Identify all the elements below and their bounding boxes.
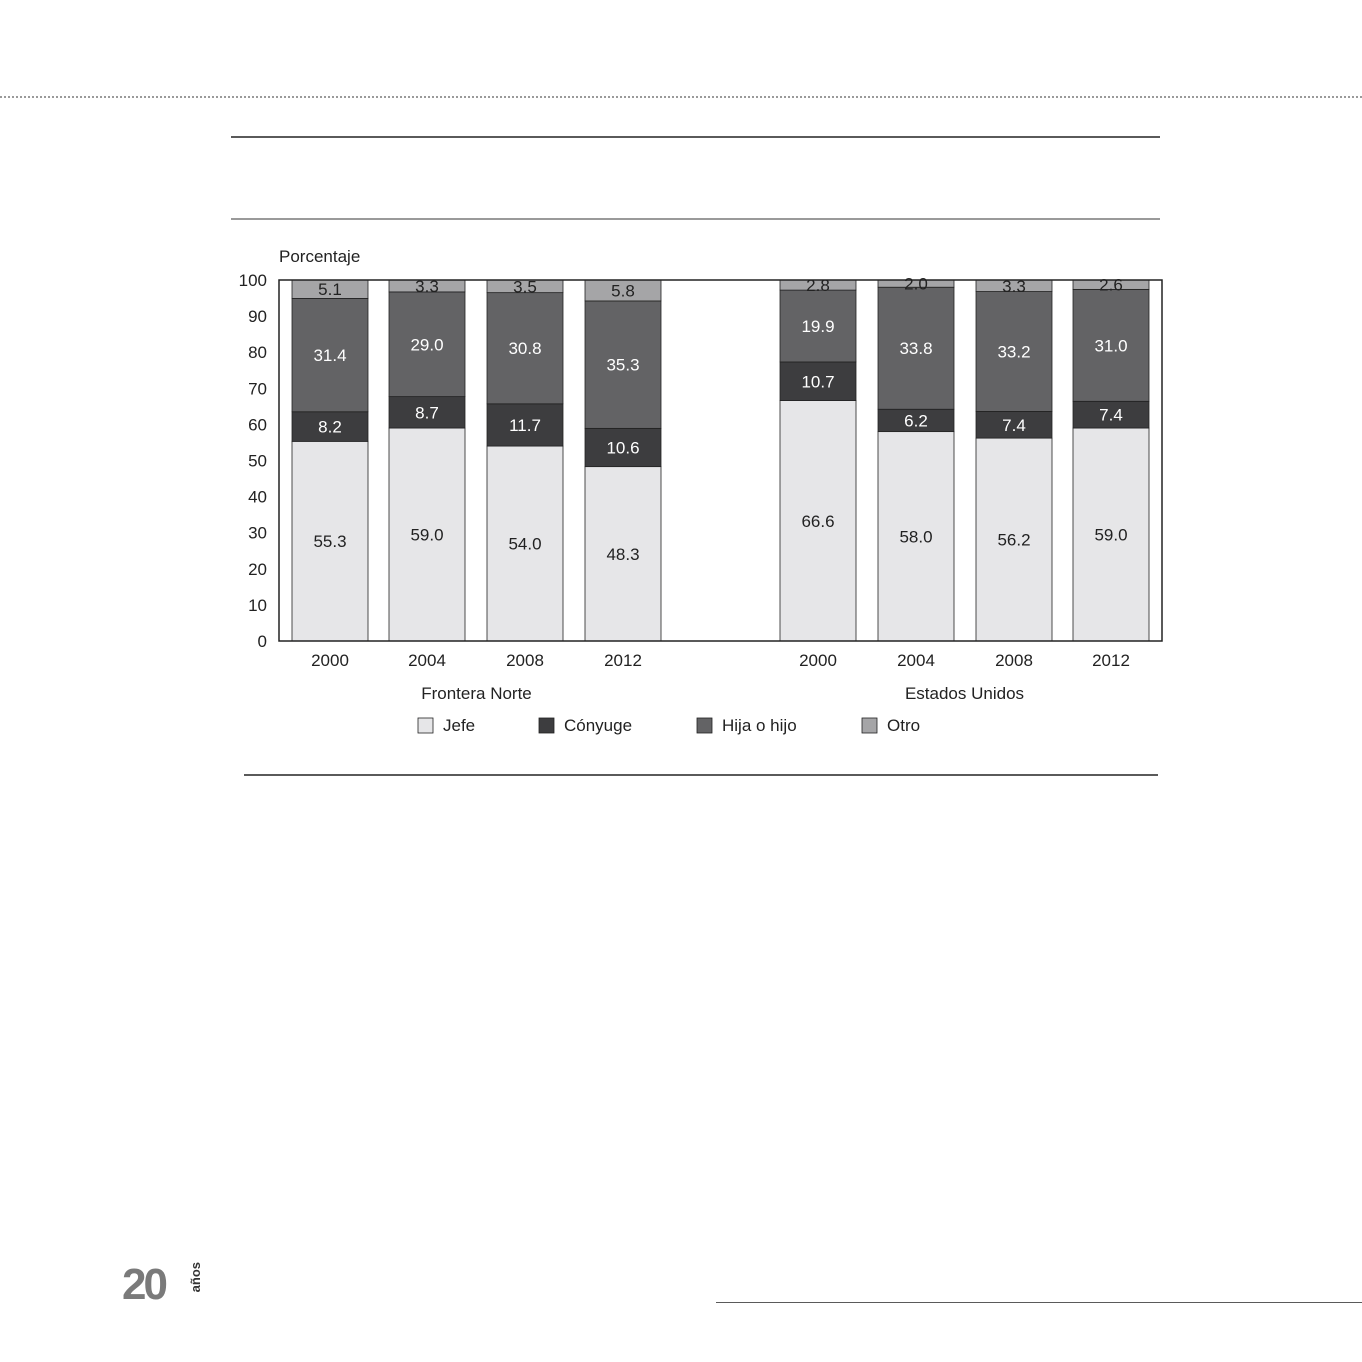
data-label: 3.3 (1002, 276, 1026, 296)
legend-swatch (862, 718, 877, 733)
data-label: 19.9 (801, 317, 835, 337)
y-tick-label: 90 (248, 307, 267, 327)
legend-swatch (539, 718, 554, 733)
data-label: 10.7 (801, 372, 835, 392)
anniversary-logo (122, 1260, 222, 1310)
data-label: 6.2 (904, 411, 928, 431)
data-label: 31.0 (1094, 336, 1128, 356)
data-label: 7.4 (1099, 405, 1123, 425)
legend-label: Cónyuge (564, 716, 633, 735)
group-label: Frontera Norte (421, 684, 532, 703)
data-label: 48.3 (606, 544, 640, 564)
data-label: 2.6 (1099, 275, 1123, 295)
x-tick-label: 2000 (311, 651, 349, 670)
legend-swatch (418, 718, 433, 733)
data-label: 56.2 (997, 530, 1031, 550)
data-label: 11.7 (509, 415, 541, 435)
y-tick-label: 70 (248, 379, 267, 399)
data-label: 54.0 (508, 534, 542, 554)
legend-label: Otro (887, 716, 921, 735)
y-tick-label: 80 (248, 343, 267, 363)
logo-number: 20 (122, 1260, 165, 1309)
data-label: 2.8 (806, 276, 830, 296)
data-label: 5.8 (611, 281, 635, 301)
data-label: 66.6 (801, 511, 835, 531)
logo-word: años (188, 1262, 203, 1293)
x-tick-label: 2012 (1092, 651, 1130, 670)
y-tick-label: 0 (257, 632, 267, 651)
legend-item (418, 716, 475, 735)
y-tick-label: 20 (248, 559, 267, 579)
group-label: Estados Unidos (904, 684, 1025, 703)
x-tick-label: 2004 (408, 651, 446, 670)
y-tick-label: 60 (248, 415, 267, 435)
data-label: 55.3 (313, 532, 347, 552)
footer-rule (716, 1302, 1362, 1303)
data-label: 3.3 (415, 276, 439, 296)
data-label: 8.7 (415, 403, 439, 423)
legend-item (539, 716, 632, 735)
data-label: 33.2 (997, 342, 1031, 362)
data-label: 8.2 (318, 417, 342, 437)
legend (418, 716, 920, 735)
data-label: 31.4 (313, 346, 347, 366)
y-tick-label: 50 (248, 451, 267, 471)
data-label: 33.8 (899, 339, 933, 359)
y-tick-label: 100 (238, 271, 267, 290)
y-tick-label: 40 (248, 487, 267, 507)
x-tick-label: 2008 (506, 651, 544, 670)
data-label: 58.0 (899, 527, 933, 547)
x-tick-label: 2012 (604, 651, 642, 670)
bars-layer (292, 275, 1149, 641)
data-label: 7.4 (1002, 415, 1026, 435)
legend-swatch (697, 718, 712, 733)
y-axis-title: Porcentaje (279, 247, 361, 266)
legend-item (697, 716, 797, 735)
legend-label: Jefe (443, 716, 476, 735)
data-label: 3.5 (513, 277, 537, 297)
data-label: 35.3 (606, 355, 640, 375)
data-label: 10.6 (606, 438, 640, 458)
data-label: 29.0 (410, 335, 444, 355)
x-tick-label: 2008 (995, 651, 1033, 670)
legend-label: Hija o hijo (722, 716, 797, 735)
x-tick-label: 2000 (799, 651, 837, 670)
data-label: 30.8 (508, 339, 542, 359)
y-axis-ticks (239, 271, 267, 651)
legend-item (862, 716, 920, 735)
y-tick-label: 30 (248, 523, 267, 543)
y-tick-label: 10 (248, 595, 267, 615)
data-label: 5.1 (318, 280, 342, 300)
data-label: 2.0 (904, 274, 928, 294)
x-tick-label: 2004 (897, 651, 935, 670)
group-labels (421, 684, 1024, 703)
data-label: 59.0 (410, 525, 444, 545)
x-axis-ticks (311, 651, 1130, 670)
data-label: 59.0 (1094, 525, 1128, 545)
